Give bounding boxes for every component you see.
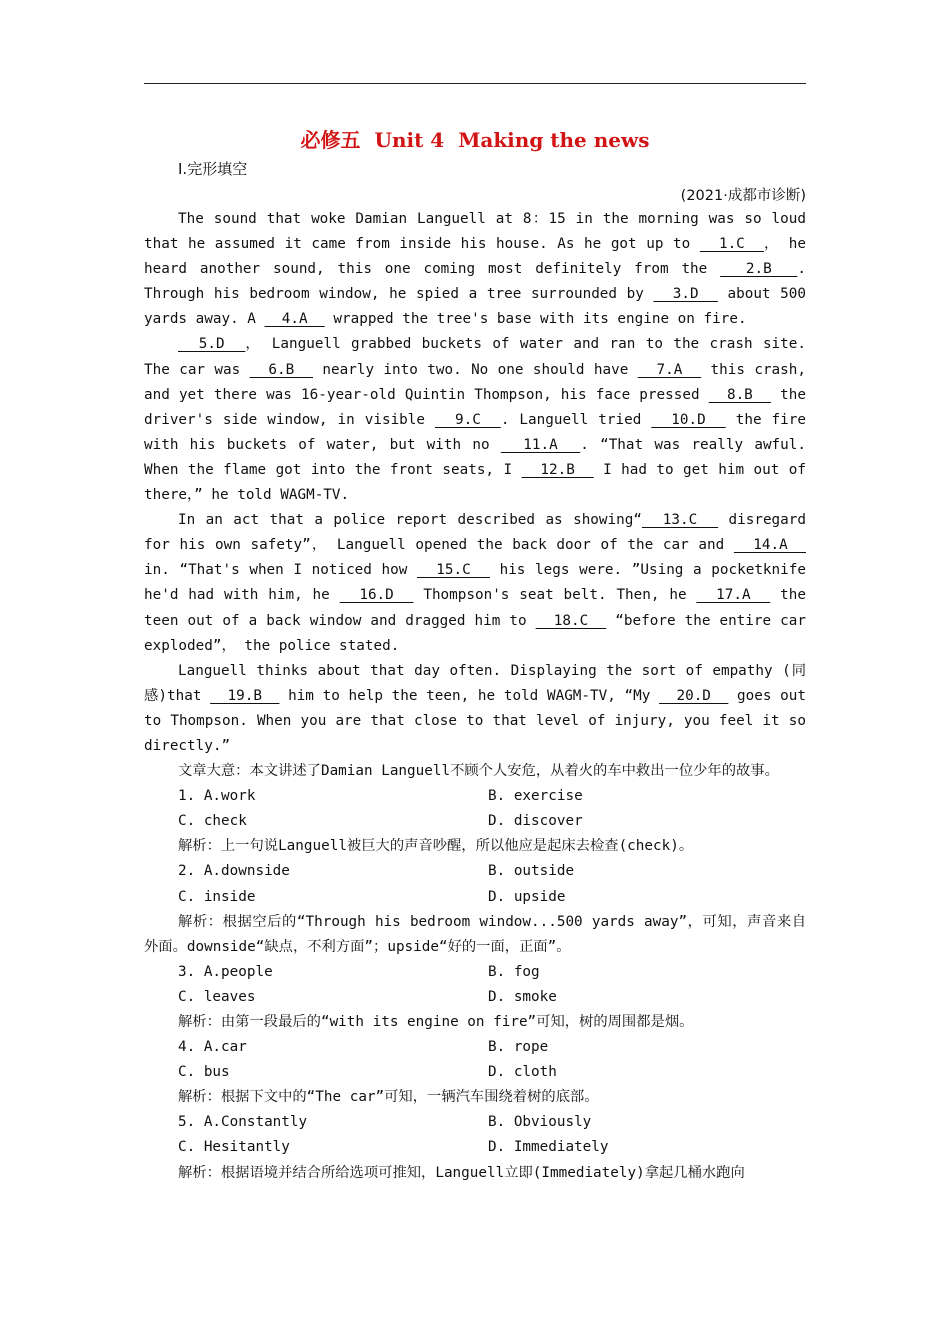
passage-text: about 500 yards away. A [144, 286, 806, 328]
document-body [144, 207, 806, 1186]
answer-blank: 13.C [641, 512, 719, 529]
option-d: D. upside [488, 888, 566, 905]
answer-blank: 19.B [210, 687, 280, 704]
passage-text: In an act that a police report described as showing“ [178, 512, 642, 529]
option-row [144, 1035, 806, 1060]
passage-text: in. “That's when I noticed how [144, 562, 417, 579]
passage-text: I had to get him out of there，” he told WAGM-TV. [144, 461, 806, 504]
passage-text: ， he heard another sound, this one coming most definitely from the [144, 236, 806, 278]
option-a: 5. A.Constantly [178, 1114, 308, 1131]
answer-explanation: 解析：根据语境并结合所给选项可推知，Languell立即(Immediately)拿起几桶水跑向 [178, 1164, 745, 1181]
option-d: D. discover [488, 813, 583, 830]
passage-text: disregard for his own safety”， Languell opened the back door of the car and [144, 512, 806, 554]
option-b: B. rope [488, 1039, 549, 1056]
answer-blank: 10.D [651, 411, 726, 428]
answer-blank: 3.D [653, 286, 718, 303]
answer-blank: 11.A [500, 436, 581, 453]
option-row [144, 809, 806, 834]
option-d: D. smoke [488, 988, 557, 1005]
answer-explanation: 解析：上一句说Languell被巨大的声音吵醒，所以他应是起床去检查(check)。 [178, 838, 694, 855]
title-book: 必修五 [300, 128, 361, 152]
answer-blank: 18.C [535, 612, 607, 629]
passage-paragraph [144, 508, 806, 659]
passage-paragraph [144, 332, 806, 508]
option-row [144, 885, 806, 910]
option-a: 3. A.people [178, 963, 273, 980]
answer-blank: 12.B [521, 461, 594, 478]
passage-text: Thompson's seat belt. Then, he [413, 587, 697, 604]
passage-text: . Through his bedroom window, he spied a tree surrounded by [144, 261, 806, 303]
question-list [144, 784, 806, 1186]
option-b: B. Obviously [488, 1114, 592, 1131]
title-topic: Making the news [458, 128, 650, 152]
question-item [144, 784, 806, 859]
option-row [144, 784, 806, 809]
answer-blank: 5.D [178, 336, 246, 353]
question-item [144, 1035, 806, 1110]
top-rule [144, 83, 806, 84]
option-a: 1. A.work [178, 788, 256, 805]
option-d: D. cloth [488, 1064, 557, 1081]
question-item [144, 1110, 806, 1185]
passage-text: ， Languell grabbed buckets of water and ran to the crash site. The car was [144, 336, 806, 378]
passage-text: this crash, and yet there was 16-year-old Quintin Thompson, his face pressed [144, 361, 806, 403]
answer-explanation: 解析：由第一段最后的“with its engine on fire”可知，树的周围都是烟。 [178, 1014, 694, 1030]
passage-text: . “That was really awful. When the flame got into the front seats, I [144, 436, 806, 478]
passage-text: goes out to Thompson. When you are that close to that level of injury, you feel it so directly.” [144, 687, 806, 754]
option-a: 4. A.car [178, 1039, 247, 1056]
answer-explanation: 解析：根据下文中的“The car”可知，一辆汽车围绕着树的底部。 [178, 1089, 599, 1106]
option-row [144, 985, 806, 1010]
cloze-passage [144, 207, 806, 759]
passage-paragraph [144, 659, 806, 759]
answer-blank: 9.C [435, 411, 501, 428]
option-row [144, 1110, 806, 1135]
option-c: C. check [178, 813, 247, 830]
answer-blank: 15.C [416, 562, 490, 579]
passage-text: the teen out of a back window and dragged him to [144, 587, 806, 629]
answer-blank: 4.A [264, 311, 325, 328]
option-row [144, 859, 806, 884]
passage-text: nearly into two. No one should have [313, 361, 638, 378]
answer-blank: 8.B [708, 386, 772, 403]
passage-text: The sound that woke Damian Languell at 8：15 in the morning was so loud that he assumed it came from inside his house. As he got up to [144, 211, 806, 253]
passage-text: wrapped the tree's base with its engine on fire. [324, 311, 747, 328]
option-c: C. leaves [178, 988, 256, 1005]
answer-blank: 16.D [339, 587, 414, 604]
passage-text: the driver's side window, in visible [144, 386, 806, 428]
passage-text: his legs were. ”Using a pocketknife he'd had with him, he [144, 562, 806, 604]
option-a: 2. A.downside [178, 863, 290, 880]
option-d: D. Immediately [488, 1139, 609, 1156]
option-row [144, 1135, 806, 1160]
answer-blank: 7.A [637, 361, 702, 378]
source-note: (2021·成都市诊断) [680, 188, 806, 204]
passage-text: . Languell tried [500, 411, 652, 428]
option-b: B. outside [488, 863, 575, 880]
passage-text: “before the entire car exploded”， the police stated. [144, 612, 806, 654]
answer-blank: 2.B [720, 261, 798, 278]
option-b: B. fog [488, 963, 540, 980]
passage-paragraph [144, 207, 806, 332]
answer-blank: 14.A [733, 537, 806, 554]
option-row [144, 960, 806, 985]
question-item [144, 960, 806, 1035]
passage-text: him to help the teen, he told WAGM-TV, “My [279, 687, 660, 704]
answer-blank: 17.A [696, 587, 771, 604]
answer-blank: 1.C [699, 236, 764, 253]
option-c: C. inside [178, 888, 256, 905]
answer-explanation: 解析：根据空后的“Through his bedroom window...500 yards away”，可知，声音来自外面。downside“缺点，不利方面”；upside“好的一面，正面”。 [144, 913, 806, 955]
option-c: C. bus [178, 1064, 230, 1081]
option-b: B. exercise [488, 788, 583, 805]
passage-text: Languell thinks about that day often. Displaying the sort of empathy (同感)that [144, 662, 806, 704]
title-unit: Unit 4 [374, 128, 445, 152]
answer-blank: 20.D [659, 687, 729, 704]
option-row [144, 1060, 806, 1085]
option-c: C. Hesitantly [178, 1139, 290, 1156]
passage-text: the fire with his buckets of water, but with no [144, 411, 806, 453]
page-title [0, 124, 950, 153]
answer-blank: 6.B [249, 361, 314, 378]
section-heading: Ⅰ.完形填空 [178, 160, 248, 178]
summary: 文章大意：本文讲述了Damian Languell不顾个人安危，从着火的车中救出一位少年的故事。 [178, 763, 779, 780]
question-item [144, 859, 806, 959]
